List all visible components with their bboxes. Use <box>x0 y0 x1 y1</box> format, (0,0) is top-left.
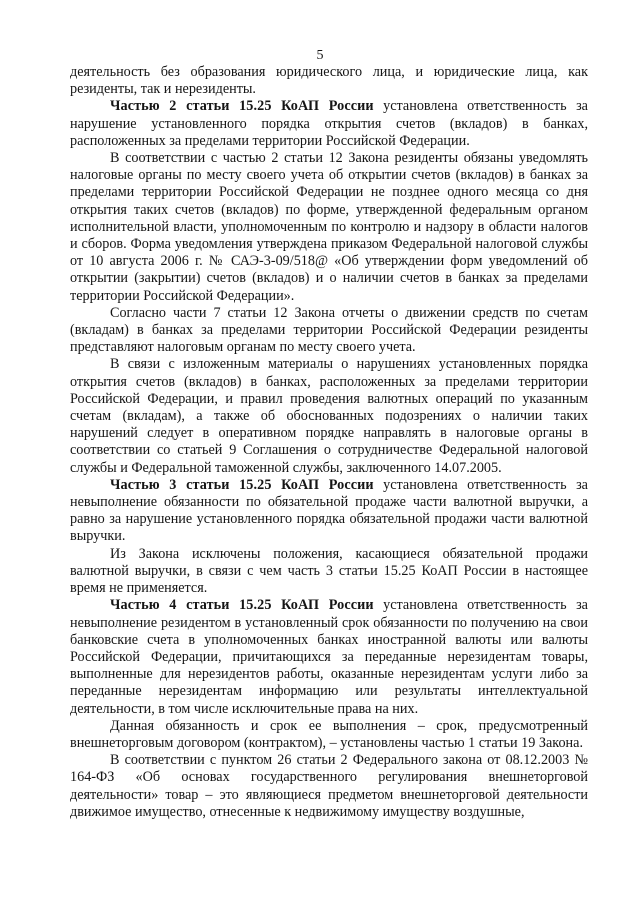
paragraph-text: Данная обязанность и срок ее выполнения – срок, предусмотренный внешнеторговым договором (контрактом), – установлены частью 1 статьи 19 Закона. <box>70 717 588 751</box>
paragraph <box>70 150 588 305</box>
document-body <box>70 64 588 821</box>
paragraph-text: установлена ответственность за невыполнение обязанности по обязательной продаже части валютной выручки, а равно за нарушение установленного порядка обязательной продажи части валютной выручки. <box>70 476 588 545</box>
paragraph-text: В соответствии с частью 2 статьи 12 Закона резиденты обязаны уведомлять налоговые органы по месту своего учета об открытии счетов (вкладов) в банках за пределами территории Российской Федерации не позднее одного месяца со дня открытия таких счетов (вкладов) по форме, утвержденной федеральным органом исполнительной власти, уполномоченным по контролю и надзору в области налогов и сборов. Форма уведомления утверждена приказом Федеральной налоговой службы от 10 августа 2006 г. № САЭ-3-09/518@ «Об утверждении форм уведомлений об открытии (закрытии) счетов (вкладов) и о наличии счетов в банках за пределами территории Российской Федерации». <box>70 150 588 304</box>
paragraph <box>70 356 588 476</box>
paragraph-lead: Частью 3 статьи 15.25 КоАП России <box>110 476 374 493</box>
paragraph-lead: Частью 4 статьи 15.25 КоАП России <box>110 597 374 614</box>
paragraph <box>70 718 588 752</box>
paragraph <box>70 98 588 150</box>
page-number: 5 <box>316 48 324 63</box>
paragraph <box>70 64 588 98</box>
paragraph-text: деятельность без образования юридического лица, и юридические лица, как резиденты, так и нерезиденты. <box>70 64 588 98</box>
paragraph-text: В связи с изложенным материалы о нарушениях установленных порядка открытия счетов (вкладов) в банках, расположенных за пределами территории Российской Федерации, и правил проведения валютных операций по указанным счетам (вкладам), а также об обоснованных подозрениях о наличии таких нарушений следует в оперативном порядке направлять в налоговые органы в соответствии со статьей 9 Соглашения о сотрудничестве Федеральной налоговой службы и Федеральной таможенной службы, заключенного 14.07.2005. <box>70 356 588 476</box>
paragraph <box>70 477 588 546</box>
paragraph-text: Согласно части 7 статьи 12 Закона отчеты о движении средств по счетам (вкладам) в банках за пределами территории Российской Федерации резиденты представляют налоговым органам по месту своего учета. <box>70 304 588 356</box>
paragraph <box>70 305 588 357</box>
paragraph <box>70 546 588 598</box>
paragraph <box>70 597 588 717</box>
paragraph-lead: Частью 2 статьи 15.25 КоАП России <box>110 98 374 115</box>
paragraph-text: установлена ответственность за нарушение установленного порядка открытия счетов (вкладов) в банках, расположенных за пределами территории Российской Федерации. <box>70 98 588 149</box>
paragraph-text: установлена ответственность за невыполнение резидентом в установленный срок обязанности по получению на свои банковские счета в уполномоченных банках иностранной валюты или валюты Российской Федерации, причитающихся за переданные нерезидентам товары, выполненные для нерезидентов работы, оказанные нерезидентам услуги либо за переданные нерезидентам информацию или результаты интеллектуальной деятельности, в том числе исключительные права на них. <box>70 597 588 717</box>
paragraph-text: В соответствии с пунктом 26 статьи 2 Федерального закона от 08.12.2003 № 164-ФЗ «Об основах государственного регулирования внешнеторговой деятельности» товар – это являющиеся предметом внешнеторговой деятельности движимое имущество, отнесенные к недвижимому имуществу воздушные, <box>70 752 588 820</box>
paragraph-text: Из Закона исключены положения, касающиеся обязательной продажи валютной выручки, в связи с чем часть 3 статьи 15.25 КоАП России в настоящее время не применяется. <box>70 545 588 597</box>
paragraph <box>70 752 588 821</box>
